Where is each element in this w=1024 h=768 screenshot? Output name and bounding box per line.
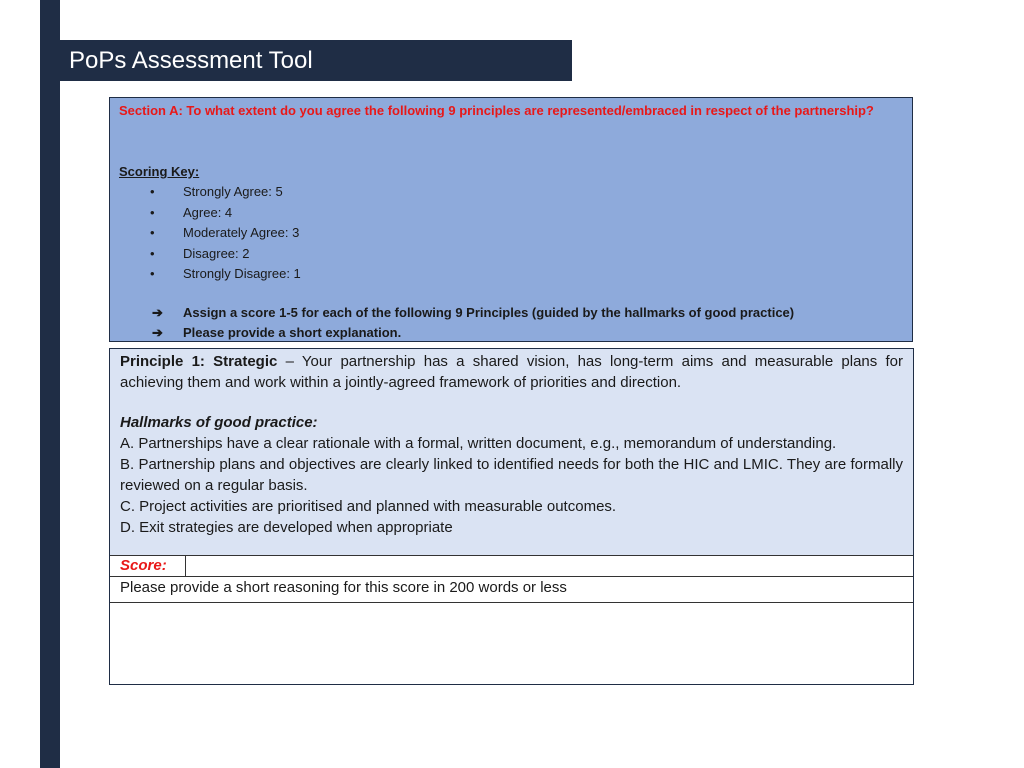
principle-description-cell	[110, 349, 913, 556]
bullet-icon: •	[150, 245, 155, 261]
section-a-heading: Section A: To what extent do you agree the following 9 principles are represented/embraced in respect of the partnership?	[119, 103, 874, 118]
left-accent-bar	[40, 0, 60, 768]
section-a-box	[109, 97, 913, 342]
slide-title: PoPs Assessment Tool	[60, 40, 572, 81]
list-item: • Agree: 4	[150, 203, 301, 224]
principle-1-table	[109, 348, 914, 685]
principle-statement	[120, 351, 903, 393]
reasoning-prompt-row	[110, 577, 913, 603]
bullet-icon: •	[150, 266, 155, 281]
hallmarks-label: Hallmarks of good practice:	[120, 414, 318, 431]
hallmark-c: C. Project activities are prioritised and planned with measurable outcomes.	[120, 498, 617, 515]
reasoning-answer-field[interactable]	[110, 603, 913, 684]
arrow-right-icon: ➔	[152, 305, 163, 320]
score-label: Score:	[120, 557, 167, 574]
hallmark-b: B. Partnership plans and objectives are clearly linked to identified needs for both the HIC and LMIC. They are formally reviewed on a regular basis.	[120, 456, 903, 494]
bullet-icon: •	[150, 225, 155, 240]
list-item: • Strongly Agree: 5	[150, 182, 301, 203]
list-item: • Strongly Disagree: 1	[150, 264, 301, 285]
reasoning-prompt: Please provide a short reasoning for this score in 200 words or less	[120, 579, 567, 596]
scoring-key-list	[150, 182, 301, 285]
score-row	[110, 555, 913, 577]
list-item: • Moderately Agree: 3	[150, 223, 301, 244]
score-input[interactable]	[186, 555, 913, 576]
hallmark-d: D. Exit strategies are developed when appropriate	[120, 519, 453, 536]
arrow-right-icon: ➔	[152, 325, 163, 340]
scoring-key-label: Scoring Key:	[119, 164, 200, 179]
bullet-icon: •	[150, 184, 155, 199]
principle-title: Principle 1: Strategic	[120, 353, 278, 370]
bullet-icon: •	[150, 204, 155, 220]
instruction-explanation: ➔ Please provide a short explanation.	[152, 323, 401, 343]
list-item: • Disagree: 2	[150, 244, 301, 265]
instruction-assign-score: ➔ Assign a score 1-5 for each of the following 9 Principles (guided by the hallmarks of good practice)	[152, 303, 794, 323]
hallmark-a: A. Partnerships have a clear rationale with a formal, written document, e.g., memorandum of understanding.	[120, 435, 837, 452]
principle-description: – Your partnership has a shared vision, has long-term aims and measurable plans for achieving them and work within a jointly-agreed framework of priorities and direction.	[120, 353, 903, 391]
